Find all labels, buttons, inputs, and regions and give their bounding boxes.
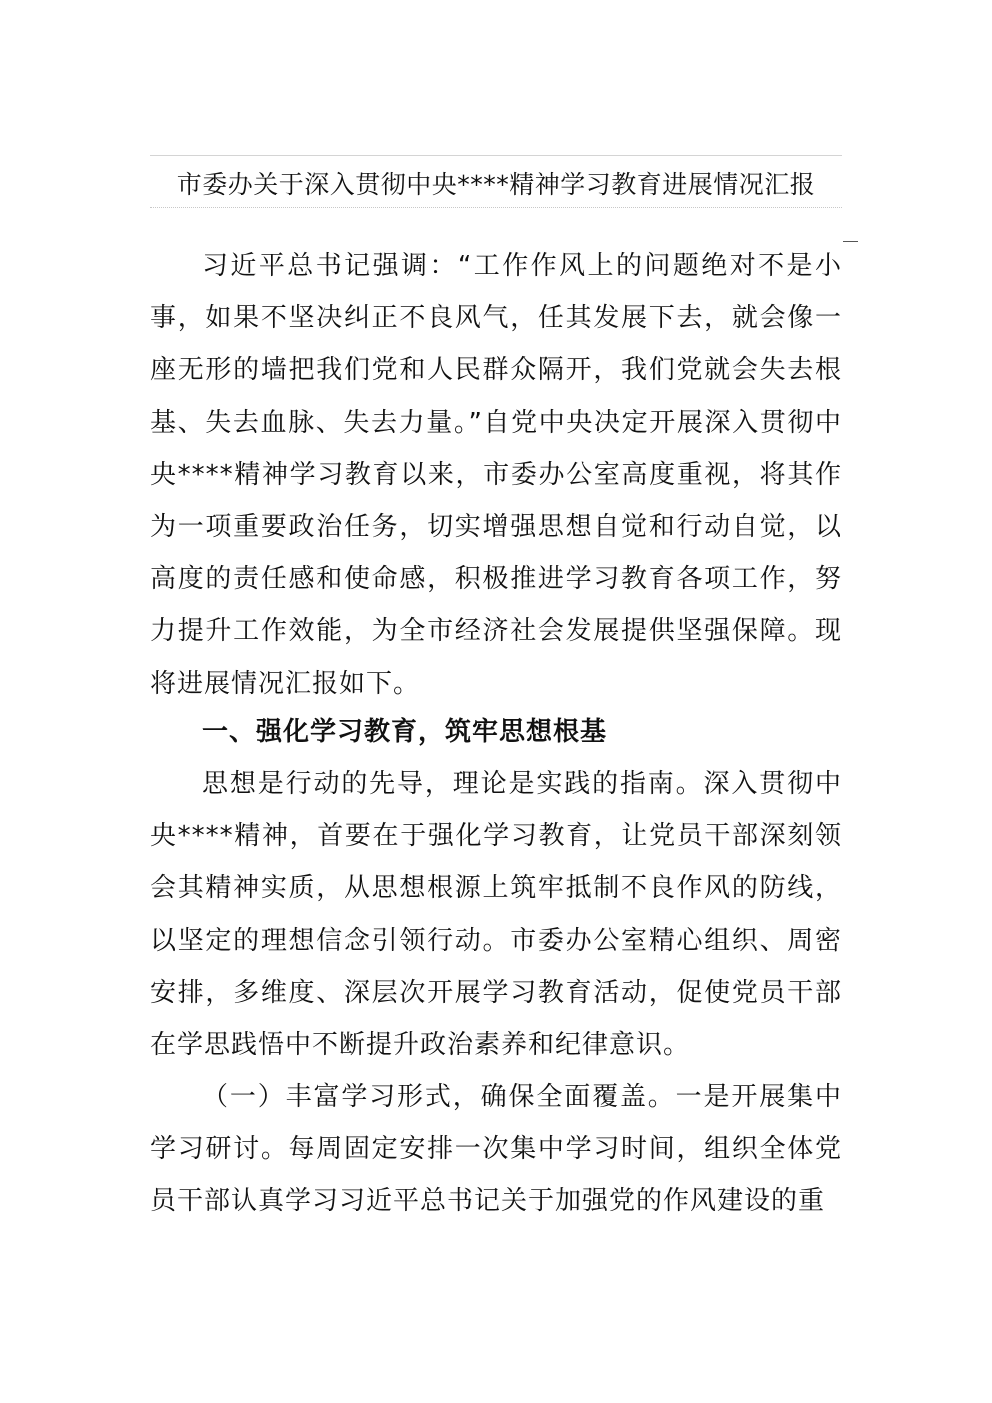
margin-mark [843, 241, 858, 242]
title-bottom-rule [150, 207, 842, 208]
section-1-paragraph: 思想是行动的先导，理论是实践的指南。深入贯彻中央****精神，首要在于强化学习教育，让党员干部深刻领会其精神实质，从思想根源上筑牢抵制不良作风的防线，以坚定的理想信念引领行动。市委办公室精心组织、周密安排，多维度、深层次开展学习教育活动，促使党员干部在学思践悟中不断提升政治素养和纪律意识。 [150, 769, 842, 1061]
document-title: 市委办关于深入贯彻中央****精神学习教育进展情况汇报 [176, 170, 816, 199]
intro-paragraph: 习近平总书记强调：“工作作风上的问题绝对不是小事，如果不坚决纠正不良风气，任其发展下去，就会像一座无形的墙把我们党和人民群众隔开，我们党就会失去根基、失去血脉、失去力量。”自党中央决定开展深入贯彻中央****精神学习教育以来，市委办公室高度重视，将其作为一项重要政治任务，切实增强思想自觉和行动自觉，以高度的责任感和使命感，积极推进学习教育各项工作，努力提升工作效能，为全市经济社会发展提供坚强保障。现将进展情况汇报如下。 [150, 251, 842, 699]
subsection-1-paragraph: （一）丰富学习形式，确保全面覆盖。一是开展集中学习研讨。每周固定安排一次集中学习时间，组织全体党员干部认真学习习近平总书记关于加强党的作风建设的重 [150, 1082, 842, 1217]
section-heading-1: 一、强化学习教育，筑牢思想根基 [202, 717, 608, 747]
title-top-rule [150, 155, 842, 156]
